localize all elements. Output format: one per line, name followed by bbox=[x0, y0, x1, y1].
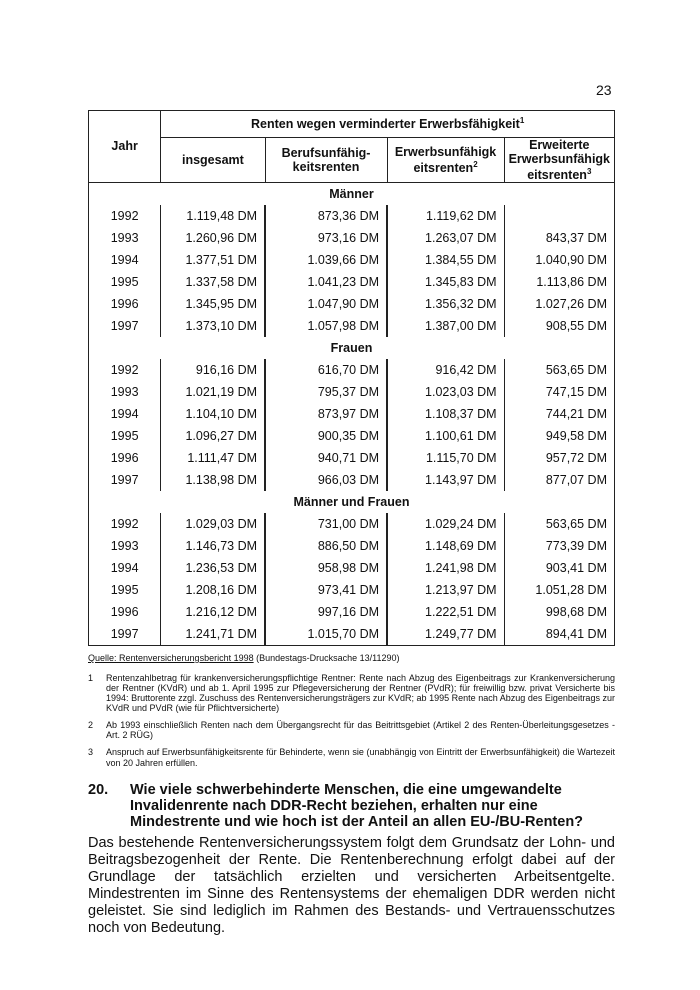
year-cell: 1997 bbox=[110, 319, 139, 334]
ext-cell: 998,68 DM bbox=[504, 601, 614, 623]
table-row bbox=[89, 557, 615, 579]
ext-cell: 957,72 DM bbox=[504, 447, 614, 469]
eu-cell: 1.213,97 DM bbox=[387, 579, 504, 601]
eu-cell: 916,42 DM bbox=[387, 359, 504, 381]
footnote: 1 Rentenzahlbetrag für krankenversicherungspflichtige Rentner: Rente nach Abzug des Eigenbeitrags zur Krankenversicherung der Rentner (KVdR) und ab 1. April 1995 zur Pflegeversicherung der Rentner (PVdR); für freiwillig bzw. privat Versicherte bis 1994: Bruttorente zzgl. Zuschuss des Rentenversicherungsträgers zur KVdR; ab 1995 Rente nach Abzug des Eigenbeitrags zur KVdR und PVdR (wie für Pflichtversicherte) bbox=[88, 673, 615, 714]
bu-cell: 795,37 DM bbox=[265, 381, 387, 403]
page-number: 23 bbox=[596, 82, 612, 98]
ext-cell: 773,39 DM bbox=[504, 535, 614, 557]
question-text: Wie viele schwerbehinderte Menschen, die eine umgewandelte Invalidenrente nach DDR-Recht beziehen, erhalten nur eine Mindestrente und wie hoch ist der Anteil an allen EU-/BU-Renten? bbox=[130, 782, 584, 831]
year-cell: 1994 bbox=[110, 253, 139, 268]
insgesamt-cell: 1.373,10 DM bbox=[161, 315, 265, 337]
bu-cell: 973,16 DM bbox=[265, 227, 387, 249]
ext-cell: 1.051,28 DM bbox=[504, 579, 614, 601]
year-cell: 1993 bbox=[110, 385, 139, 400]
eu-cell: 1.345,83 DM bbox=[387, 271, 504, 293]
ext-cell: 877,07 DM bbox=[504, 469, 614, 491]
bu-cell: 966,03 DM bbox=[265, 469, 387, 491]
bu-cell: 1.039,66 DM bbox=[265, 249, 387, 271]
bu-cell: 731,00 DM bbox=[265, 513, 387, 535]
table-row bbox=[89, 469, 615, 491]
eu-cell: 1.143,97 DM bbox=[387, 469, 504, 491]
bu-cell: 900,35 DM bbox=[265, 425, 387, 447]
year-cell: 1992 bbox=[110, 209, 139, 224]
insgesamt-cell: 1.208,16 DM bbox=[161, 579, 265, 601]
ext-cell: 894,41 DM bbox=[504, 623, 614, 646]
year-cell: 1992 bbox=[110, 363, 139, 378]
eu-cell: 1.029,24 DM bbox=[387, 513, 504, 535]
eu-cell: 1.023,03 DM bbox=[387, 381, 504, 403]
table-row bbox=[89, 579, 615, 601]
bu-cell: 1.047,90 DM bbox=[265, 293, 387, 315]
year-cell: 1997 bbox=[110, 473, 139, 488]
insgesamt-cell: 1.021,19 DM bbox=[161, 381, 265, 403]
year-cell: 1995 bbox=[110, 583, 139, 598]
table-row bbox=[89, 271, 615, 293]
insgesamt-cell: 1.260,96 DM bbox=[161, 227, 265, 249]
insgesamt-cell: 1.146,73 DM bbox=[161, 535, 265, 557]
table-row bbox=[89, 535, 615, 557]
footnotes bbox=[88, 673, 615, 775]
eu-cell: 1.263,07 DM bbox=[387, 227, 504, 249]
table-row bbox=[89, 381, 615, 403]
header-year: Jahr bbox=[89, 111, 161, 183]
ext-cell: 903,41 DM bbox=[504, 557, 614, 579]
insgesamt-cell: 916,16 DM bbox=[161, 359, 265, 381]
pension-table bbox=[88, 110, 615, 646]
ext-cell: 744,21 DM bbox=[504, 403, 614, 425]
year-cell: 1995 bbox=[110, 275, 139, 290]
ext-cell: 949,58 DM bbox=[504, 425, 614, 447]
bu-cell: 1.015,70 DM bbox=[265, 623, 387, 646]
table-row bbox=[89, 293, 615, 315]
header-main-title: Renten wegen verminderter Erwerbsfähigkeit$^1$ bbox=[161, 111, 615, 138]
ext-cell: 747,15 DM bbox=[504, 381, 614, 403]
section-title: Frauen bbox=[330, 341, 373, 356]
year-cell: 1996 bbox=[110, 605, 139, 620]
table-row bbox=[89, 315, 615, 337]
question-number: 20. bbox=[88, 782, 109, 798]
bu-cell: 886,50 DM bbox=[265, 535, 387, 557]
table-row bbox=[89, 425, 615, 447]
ext-cell: 563,65 DM bbox=[504, 359, 614, 381]
insgesamt-cell: 1.119,48 DM bbox=[161, 205, 265, 227]
table-row bbox=[89, 403, 615, 425]
insgesamt-cell: 1.104,10 DM bbox=[161, 403, 265, 425]
insgesamt-cell: 1.029,03 DM bbox=[161, 513, 265, 535]
table-row bbox=[89, 623, 615, 646]
header-insgesamt: insgesamt bbox=[161, 138, 265, 183]
eu-cell: 1.222,51 DM bbox=[387, 601, 504, 623]
header-berufsunfaehigkeitsrenten: Berufsunfähig-keitsrenten bbox=[265, 138, 387, 183]
year-cell: 1997 bbox=[110, 627, 139, 642]
bu-cell: 616,70 DM bbox=[265, 359, 387, 381]
section-title: Männer bbox=[329, 187, 374, 202]
table-row bbox=[89, 601, 615, 623]
eu-cell: 1.249,77 DM bbox=[387, 623, 504, 646]
bu-cell: 1.041,23 DM bbox=[265, 271, 387, 293]
eu-cell: 1.108,37 DM bbox=[387, 403, 504, 425]
ext-cell: 1.040,90 DM bbox=[504, 249, 614, 271]
year-cell: 1994 bbox=[110, 407, 139, 422]
bu-cell: 940,71 DM bbox=[265, 447, 387, 469]
bu-cell: 973,41 DM bbox=[265, 579, 387, 601]
source-note: Quelle: Rentenversicherungsbericht 1998 (Bundestags-Drucksache 13/11290) bbox=[88, 653, 400, 663]
insgesamt-cell: 1.138,98 DM bbox=[161, 469, 265, 491]
header-erwerbsunfaehigkeitsrenten: Erwerbsunfähigk eitsrenten$^2$ bbox=[387, 138, 504, 183]
insgesamt-cell: 1.216,12 DM bbox=[161, 601, 265, 623]
eu-cell: 1.115,70 DM bbox=[387, 447, 504, 469]
year-cell: 1992 bbox=[110, 517, 139, 532]
bu-cell: 1.057,98 DM bbox=[265, 315, 387, 337]
footnote: 3 Anspruch auf Erwerbsunfähigkeitsrente für Behinderte, wenn sie (unabhängig von Eintritt der Erwerbsunfähigkeit) die Wartezeit von 20 Jahren erfüllen. bbox=[88, 747, 615, 768]
question bbox=[88, 782, 615, 831]
eu-cell: 1.148,69 DM bbox=[387, 535, 504, 557]
ext-cell bbox=[504, 205, 614, 227]
eu-cell: 1.387,00 DM bbox=[387, 315, 504, 337]
insgesamt-cell: 1.236,53 DM bbox=[161, 557, 265, 579]
year-cell: 1996 bbox=[110, 451, 139, 466]
footnote: 2 Ab 1993 einschließlich Renten nach dem Übergangsrecht für das Beitrittsgebiet (Artikel 2 des Renten-Überleitungsgesetzes -Art. 2 RÜG) bbox=[88, 720, 615, 741]
bu-cell: 958,98 DM bbox=[265, 557, 387, 579]
insgesamt-cell: 1.337,58 DM bbox=[161, 271, 265, 293]
insgesamt-cell: 1.345,95 DM bbox=[161, 293, 265, 315]
ext-cell: 908,55 DM bbox=[504, 315, 614, 337]
bu-cell: 873,36 DM bbox=[265, 205, 387, 227]
table-row bbox=[89, 227, 615, 249]
header-erweiterte-renten: Erweiterte Erwerbsunfähigk eitsrenten$^3$ bbox=[504, 138, 614, 183]
table-row bbox=[89, 359, 615, 381]
ext-cell: 1.027,26 DM bbox=[504, 293, 614, 315]
year-cell: 1996 bbox=[110, 297, 139, 312]
bu-cell: 997,16 DM bbox=[265, 601, 387, 623]
eu-cell: 1.241,98 DM bbox=[387, 557, 504, 579]
bu-cell: 873,97 DM bbox=[265, 403, 387, 425]
insgesamt-cell: 1.096,27 DM bbox=[161, 425, 265, 447]
year-cell: 1995 bbox=[110, 429, 139, 444]
eu-cell: 1.356,32 DM bbox=[387, 293, 504, 315]
answer-paragraph: Das bestehende Rentenversicherungssystem folgt dem Grundsatz der Lohn- und Beitragsbezogenheit der Rente. Die Rentenberechnung erfolgt dabei auf der Grundlage der tatsächlich erzielten und versicherten Arbeitsentgelte. Mindestrenten im Sinne des Rentensystems der ehemaligen DDR werden nicht geleistet. Sie sind lediglich im Rahmen des Bestands- und Vertrauensschutzes noch von Bedeutung. bbox=[88, 835, 615, 936]
section-title: Männer und Frauen bbox=[293, 495, 410, 510]
table-body bbox=[89, 183, 615, 646]
table-row bbox=[89, 205, 615, 227]
ext-cell: 563,65 DM bbox=[504, 513, 614, 535]
eu-cell: 1.119,62 DM bbox=[387, 205, 504, 227]
ext-cell: 843,37 DM bbox=[504, 227, 614, 249]
eu-cell: 1.384,55 DM bbox=[387, 249, 504, 271]
ext-cell: 1.113,86 DM bbox=[504, 271, 614, 293]
insgesamt-cell: 1.111,47 DM bbox=[161, 447, 265, 469]
insgesamt-cell: 1.377,51 DM bbox=[161, 249, 265, 271]
insgesamt-cell: 1.241,71 DM bbox=[161, 623, 265, 646]
table-row bbox=[89, 513, 615, 535]
table-row bbox=[89, 249, 615, 271]
year-cell: 1993 bbox=[110, 231, 139, 246]
year-cell: 1994 bbox=[110, 561, 139, 576]
table-row bbox=[89, 447, 615, 469]
year-cell: 1993 bbox=[110, 539, 139, 554]
eu-cell: 1.100,61 DM bbox=[387, 425, 504, 447]
